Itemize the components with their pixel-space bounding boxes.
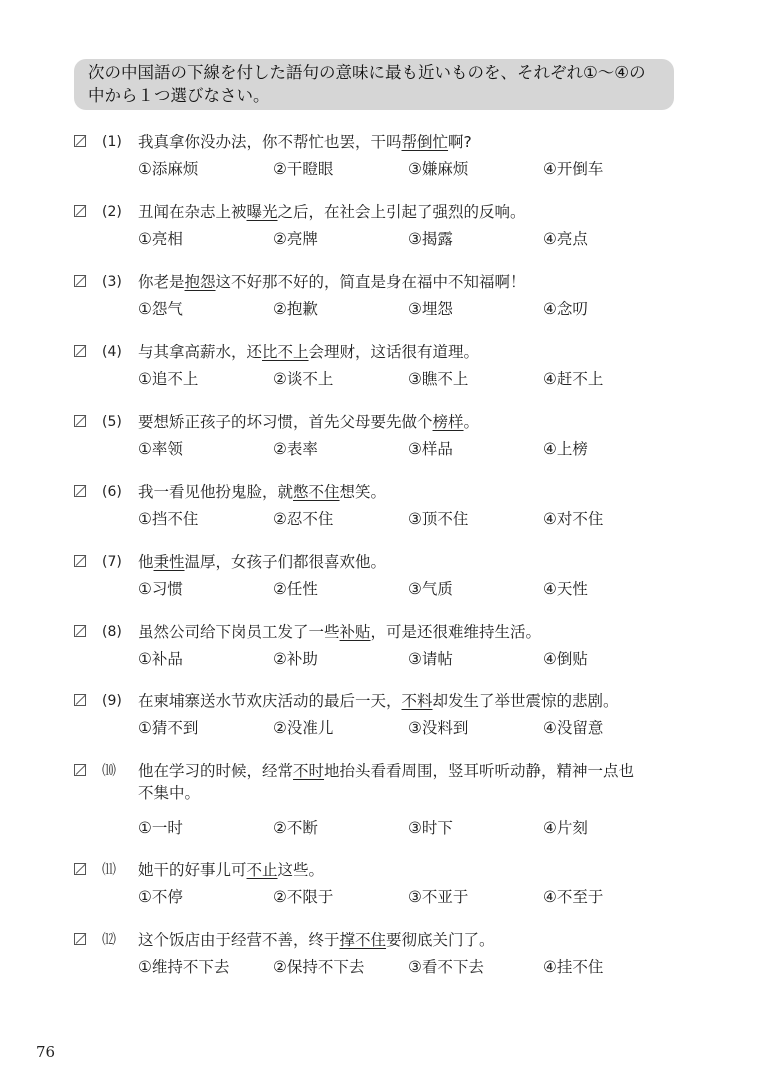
choice-1: ①补品 — [138, 650, 183, 668]
choice-2: ②表率 — [273, 440, 318, 458]
checkbox[interactable] — [74, 415, 86, 427]
question-text: 我真拿你没办法，你不帮忙也罢，干吗帮倒忙啊? — [138, 133, 472, 151]
choice-row — [138, 508, 698, 530]
checkbox[interactable] — [74, 275, 86, 287]
underlined-phrase: 榜样 — [432, 413, 464, 431]
choice-3: ③瞧不上 — [408, 370, 469, 388]
choice-2: ②谈不上 — [273, 370, 334, 388]
question-text: 这个饭店由于经营不善，终于撑不住要彻底关门了。 — [138, 931, 495, 949]
choice-3: ③嫌麻烦 — [408, 160, 469, 178]
question-text: 我一看见他扮鬼脸，就憋不住想笑。 — [138, 483, 387, 501]
underlined-phrase: 曝光 — [246, 203, 278, 221]
question-text: 他秉性温厚，女孩子们都很喜欢他。 — [138, 553, 387, 571]
choice-1: ①习惯 — [138, 580, 183, 598]
underlined-phrase: 秉性 — [153, 553, 185, 571]
choice-1: ①不停 — [138, 888, 183, 906]
choice-3: ③不亚于 — [408, 888, 469, 906]
choice-1: ①率领 — [138, 440, 183, 458]
question-text: 要想矫正孩子的坏习惯，首先父母要先做个榜样。 — [138, 413, 480, 431]
checkbox[interactable] — [74, 205, 86, 217]
underlined-phrase: 补贴 — [339, 623, 371, 641]
choice-3: ③顶不住 — [408, 510, 469, 528]
question-number: (3) — [102, 274, 122, 290]
question-number: (8) — [102, 624, 122, 640]
choice-4: ④没留意 — [543, 719, 604, 737]
underlined-phrase: 撑不住 — [339, 931, 387, 949]
question-number: ⑿ — [102, 932, 116, 948]
choice-row — [138, 158, 698, 180]
question-number: (7) — [102, 554, 122, 570]
question-text: 她干的好事儿可不止这些。 — [138, 861, 325, 879]
checkbox[interactable] — [74, 764, 86, 776]
choice-3: ③埋怨 — [408, 300, 453, 318]
question-number: (4) — [102, 344, 122, 360]
checkbox[interactable] — [74, 345, 86, 357]
question-text: 他在学习的时候，经常不时地抬头看看周围，竖耳听听动静，精神一点也 不集中。 — [138, 760, 698, 804]
choice-row — [138, 368, 698, 390]
choice-2: ②任性 — [273, 580, 318, 598]
checkbox[interactable] — [74, 555, 86, 567]
choice-4: ④上榜 — [543, 440, 588, 458]
choice-3: ③没料到 — [408, 719, 469, 737]
choice-1: ①挡不住 — [138, 510, 199, 528]
choice-2: ②亮牌 — [273, 230, 318, 248]
choice-row — [138, 438, 698, 460]
choice-2: ②不断 — [273, 819, 318, 837]
choice-row — [138, 578, 698, 600]
choice-1: ①添麻烦 — [138, 160, 199, 178]
choice-1: ①亮相 — [138, 230, 183, 248]
choice-row — [138, 956, 698, 978]
question-number: (1) — [102, 134, 122, 150]
choice-3: ③时下 — [408, 819, 453, 837]
choice-row — [138, 228, 698, 250]
choice-row — [138, 817, 698, 839]
question-number: (6) — [102, 484, 122, 500]
choice-4: ④天性 — [543, 580, 588, 598]
choice-1: ①追不上 — [138, 370, 199, 388]
choice-4: ④开倒车 — [543, 160, 604, 178]
choice-1: ①一时 — [138, 819, 183, 837]
choice-4: ④念叨 — [543, 300, 588, 318]
checkbox[interactable] — [74, 694, 86, 706]
underlined-phrase: 帮倒忙 — [401, 133, 449, 151]
underlined-phrase: 比不上 — [262, 343, 309, 361]
choice-4: ④对不住 — [543, 510, 604, 528]
choice-row — [138, 886, 698, 908]
choice-4: ④亮点 — [543, 230, 588, 248]
question-number: (5) — [102, 414, 122, 430]
choice-3: ③看不下去 — [408, 958, 484, 976]
underlined-phrase: 抱怨 — [184, 273, 216, 291]
question-text: 与其拿高薪水，还比不上会理财，这话很有道理。 — [138, 343, 480, 361]
instruction-line-2: 中から１つ選びなさい。 — [88, 85, 270, 105]
choice-2: ②不限于 — [273, 888, 334, 906]
choice-2: ②补助 — [273, 650, 318, 668]
choice-1: ①猜不到 — [138, 719, 199, 737]
instruction-line-1: 次の中国語の下線を付した語句の意味に最も近いものを、それぞれ①～④の — [88, 63, 646, 82]
choice-2: ②忍不住 — [273, 510, 334, 528]
checkbox[interactable] — [74, 625, 86, 637]
checkbox[interactable] — [74, 485, 86, 497]
choice-4: ④片刻 — [543, 819, 588, 837]
choice-4: ④不至于 — [543, 888, 604, 906]
underlined-phrase: 不料 — [401, 692, 433, 710]
underlined-phrase: 不止 — [246, 861, 278, 879]
question-text: 丑闻在杂志上被曝光之后，在社会上引起了强烈的反响。 — [138, 203, 526, 221]
choice-4: ④挂不住 — [543, 958, 604, 976]
choice-4: ④倒贴 — [543, 650, 588, 668]
question-text: 你老是抱怨这不好那不好的，简直是身在福中不知福啊！ — [138, 273, 526, 291]
choice-1: ①维持不下去 — [138, 958, 230, 976]
page-number: 76 — [36, 1043, 56, 1061]
checkbox[interactable] — [74, 135, 86, 147]
question-text: 在柬埔寨送水节欢庆活动的最后一天，不料却发生了举世震惊的悲剧。 — [138, 692, 619, 710]
question-number: (2) — [102, 204, 122, 220]
choice-row — [138, 717, 698, 739]
question-number: (9) — [102, 693, 122, 709]
checkbox[interactable] — [74, 933, 86, 945]
choice-2: ②干瞪眼 — [273, 160, 334, 178]
question-text-line-2: 不集中。 — [138, 784, 201, 802]
choice-3: ③样品 — [408, 440, 453, 458]
choice-2: ②保持不下去 — [273, 958, 365, 976]
choice-row — [138, 298, 698, 320]
choice-row — [138, 648, 698, 670]
choice-2: ②抱歉 — [273, 300, 318, 318]
choice-3: ③气质 — [408, 580, 453, 598]
choice-1: ①怨气 — [138, 300, 183, 318]
question-number: ⑽ — [102, 763, 116, 779]
choice-4: ④赶不上 — [543, 370, 604, 388]
choice-2: ②没准儿 — [273, 719, 334, 737]
choice-3: ③请帖 — [408, 650, 453, 668]
underlined-phrase: 不时 — [293, 762, 325, 780]
checkbox[interactable] — [74, 863, 86, 875]
question-text: 虽然公司给下岗员工发了一些补贴，可是还很难维持生活。 — [138, 623, 542, 641]
choice-3: ③揭露 — [408, 230, 453, 248]
underlined-phrase: 憋不住 — [293, 483, 340, 501]
question-number: ⑾ — [102, 862, 116, 878]
